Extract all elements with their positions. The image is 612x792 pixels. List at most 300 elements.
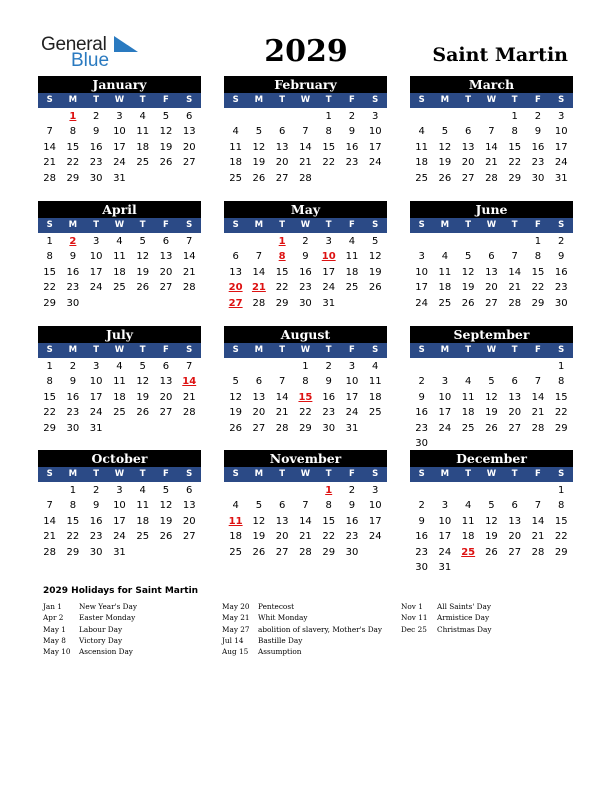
day: 13 bbox=[461, 141, 475, 153]
empty-day bbox=[247, 359, 270, 374]
day: 24 bbox=[113, 531, 126, 543]
day: 21 bbox=[182, 391, 196, 403]
day: 24 bbox=[554, 157, 568, 169]
week-row bbox=[410, 421, 573, 436]
day: 24 bbox=[89, 407, 103, 419]
day: 20 bbox=[508, 531, 522, 543]
weekday-label: T bbox=[511, 220, 518, 230]
holiday-day: 1 bbox=[69, 111, 77, 122]
day: 28 bbox=[299, 172, 312, 184]
day: 3 bbox=[116, 111, 123, 122]
day: 8 bbox=[325, 126, 332, 138]
empty-day bbox=[503, 483, 526, 498]
day: 28 bbox=[43, 546, 56, 558]
empty-day bbox=[294, 483, 317, 498]
holiday-date: May 1 bbox=[43, 624, 66, 634]
weekday-label: T bbox=[279, 95, 286, 105]
weekday-label: T bbox=[139, 95, 146, 105]
month-title: January bbox=[38, 76, 201, 93]
day: 21 bbox=[485, 157, 498, 169]
week-row bbox=[224, 171, 387, 186]
day: 30 bbox=[554, 297, 568, 309]
weekday-label: T bbox=[325, 345, 332, 355]
holiday-day: 2 bbox=[69, 236, 77, 247]
day: 4 bbox=[348, 236, 356, 247]
day: 19 bbox=[485, 407, 498, 419]
day: 15 bbox=[322, 515, 336, 527]
day: 26 bbox=[252, 172, 266, 184]
day: 25 bbox=[113, 282, 126, 294]
day: 19 bbox=[136, 266, 150, 278]
day: 8 bbox=[46, 376, 53, 388]
empty-day bbox=[526, 359, 549, 374]
holiday-name: abolition of slavery, Mother's Day bbox=[258, 624, 383, 634]
day: 6 bbox=[278, 126, 286, 138]
week-row bbox=[410, 234, 573, 249]
day: 30 bbox=[89, 546, 103, 558]
day: 3 bbox=[325, 236, 332, 247]
day: 29 bbox=[43, 422, 56, 434]
day: 4 bbox=[418, 126, 425, 138]
weekday-label: W bbox=[114, 220, 125, 230]
day: 13 bbox=[485, 266, 498, 278]
day: 26 bbox=[136, 407, 150, 419]
month-title: October bbox=[38, 450, 201, 467]
day: 9 bbox=[92, 126, 100, 138]
day: 2 bbox=[348, 485, 356, 496]
weekday-label: T bbox=[279, 345, 286, 355]
day: 11 bbox=[461, 391, 475, 403]
day: 23 bbox=[415, 422, 428, 434]
day: 24 bbox=[438, 546, 452, 558]
empty-day bbox=[364, 421, 387, 436]
day: 9 bbox=[418, 515, 425, 527]
month-title: June bbox=[410, 201, 573, 218]
day: 29 bbox=[43, 297, 56, 309]
day: 31 bbox=[554, 172, 568, 184]
weekday-label: S bbox=[186, 95, 193, 105]
day: 16 bbox=[554, 266, 568, 278]
day: 13 bbox=[508, 515, 522, 527]
empty-day bbox=[178, 545, 201, 560]
day: 7 bbox=[302, 126, 309, 138]
day: 21 bbox=[43, 531, 56, 543]
week-row bbox=[224, 140, 387, 155]
weekday-label: F bbox=[535, 469, 541, 479]
week-row bbox=[410, 390, 573, 405]
empty-day bbox=[131, 171, 154, 186]
day: 15 bbox=[275, 266, 289, 278]
holiday-row bbox=[222, 624, 382, 635]
day: 24 bbox=[89, 282, 103, 294]
day: 30 bbox=[531, 172, 545, 184]
day: 10 bbox=[438, 391, 452, 403]
day: 30 bbox=[66, 422, 80, 434]
weekday-label: W bbox=[486, 345, 497, 355]
month-title: July bbox=[38, 326, 201, 343]
week-row bbox=[410, 498, 573, 513]
holiday-column bbox=[43, 601, 137, 657]
day: 31 bbox=[438, 561, 452, 573]
day: 11 bbox=[136, 126, 150, 138]
holiday-day: 20 bbox=[228, 282, 243, 294]
day: 17 bbox=[113, 141, 126, 153]
day: 10 bbox=[368, 500, 382, 512]
empty-day bbox=[108, 421, 131, 436]
week-row bbox=[410, 545, 573, 560]
weekday-label: F bbox=[163, 469, 169, 479]
week-row bbox=[224, 483, 387, 498]
day: 7 bbox=[46, 126, 53, 138]
week-row bbox=[410, 405, 573, 420]
empty-day bbox=[480, 560, 503, 575]
weekday-label: M bbox=[254, 95, 264, 105]
day: 18 bbox=[461, 407, 475, 419]
day: 22 bbox=[322, 157, 336, 169]
weekday-label: W bbox=[114, 469, 125, 479]
day: 28 bbox=[531, 546, 545, 558]
day: 19 bbox=[159, 141, 173, 153]
day: 18 bbox=[113, 266, 126, 278]
week-row bbox=[38, 296, 201, 311]
day: 15 bbox=[66, 515, 80, 527]
empty-day bbox=[38, 109, 61, 124]
day: 17 bbox=[438, 531, 452, 543]
weekday-label: F bbox=[349, 469, 355, 479]
day: 17 bbox=[345, 391, 359, 403]
day: 25 bbox=[345, 282, 359, 294]
empty-day bbox=[503, 560, 526, 575]
holiday-date: Jul 14 bbox=[222, 635, 244, 645]
day: 3 bbox=[441, 376, 449, 388]
day: 29 bbox=[531, 297, 545, 309]
weekday-label: S bbox=[232, 220, 239, 230]
day: 4 bbox=[464, 500, 472, 512]
empty-day bbox=[271, 359, 294, 374]
day: 22 bbox=[508, 157, 522, 169]
empty-day bbox=[108, 296, 131, 311]
day: 8 bbox=[558, 376, 565, 388]
day: 30 bbox=[89, 172, 103, 184]
holiday-row bbox=[43, 601, 137, 612]
week-row bbox=[224, 405, 387, 420]
holiday-name: Labour Day bbox=[79, 624, 123, 634]
weekday-label: S bbox=[186, 469, 193, 479]
week-row bbox=[410, 483, 573, 498]
day: 29 bbox=[554, 422, 568, 434]
month-september bbox=[410, 326, 573, 451]
day: 27 bbox=[275, 546, 289, 558]
day: 6 bbox=[232, 251, 239, 263]
day: 8 bbox=[69, 500, 77, 512]
month-january bbox=[38, 76, 201, 186]
empty-day bbox=[247, 483, 270, 498]
holiday-date: May 21 bbox=[222, 613, 250, 623]
day: 18 bbox=[136, 141, 150, 153]
holiday-day: 8 bbox=[278, 251, 286, 263]
day: 14 bbox=[299, 141, 312, 153]
empty-day bbox=[433, 234, 456, 249]
weekday-header bbox=[410, 93, 573, 108]
week-row bbox=[224, 280, 387, 295]
day: 16 bbox=[66, 391, 80, 403]
day: 1 bbox=[46, 361, 53, 372]
weekday-label: F bbox=[535, 345, 541, 355]
day: 22 bbox=[43, 282, 56, 294]
holiday-row bbox=[222, 612, 382, 623]
day: 12 bbox=[159, 126, 173, 138]
day: 1 bbox=[302, 361, 309, 372]
weekday-label: W bbox=[114, 95, 125, 105]
weekday-label: S bbox=[418, 220, 425, 230]
weekday-label: S bbox=[232, 345, 239, 355]
day: 22 bbox=[275, 282, 289, 294]
weekday-header bbox=[224, 93, 387, 108]
day: 12 bbox=[461, 266, 475, 278]
weekday-label: S bbox=[558, 345, 565, 355]
weekday-label: S bbox=[186, 345, 193, 355]
day: 7 bbox=[46, 500, 53, 512]
weekday-header bbox=[224, 467, 387, 482]
day: 17 bbox=[113, 515, 126, 527]
day: 1 bbox=[46, 236, 53, 247]
day: 23 bbox=[322, 407, 336, 419]
week-row bbox=[38, 374, 201, 389]
day: 13 bbox=[182, 500, 196, 512]
day: 6 bbox=[186, 485, 193, 496]
day: 14 bbox=[531, 515, 545, 527]
empty-day bbox=[271, 109, 294, 124]
day: 4 bbox=[116, 236, 123, 247]
holiday-day: 21 bbox=[251, 282, 266, 294]
day: 22 bbox=[66, 157, 80, 169]
day: 11 bbox=[229, 141, 242, 153]
day: 4 bbox=[372, 361, 379, 372]
day: 10 bbox=[438, 515, 452, 527]
day: 17 bbox=[89, 391, 103, 403]
day: 18 bbox=[113, 391, 126, 403]
empty-day bbox=[224, 483, 247, 498]
day: 2 bbox=[348, 111, 356, 122]
day: 12 bbox=[159, 500, 173, 512]
weekday-header bbox=[224, 343, 387, 358]
week-row bbox=[224, 390, 387, 405]
weekday-label: T bbox=[325, 220, 332, 230]
day: 21 bbox=[531, 531, 545, 543]
day: 6 bbox=[278, 500, 286, 512]
page-title: 2029 bbox=[264, 34, 348, 69]
day: 22 bbox=[531, 282, 545, 294]
day: 19 bbox=[136, 391, 150, 403]
day: 17 bbox=[554, 141, 568, 153]
day: 6 bbox=[255, 376, 263, 388]
day: 28 bbox=[43, 172, 56, 184]
day: 29 bbox=[66, 546, 80, 558]
holiday-day: 1 bbox=[278, 236, 286, 247]
day: 1 bbox=[69, 485, 77, 496]
weekday-header bbox=[38, 467, 201, 482]
day: 5 bbox=[139, 236, 146, 247]
weekday-header bbox=[38, 93, 201, 108]
week-row bbox=[410, 296, 573, 311]
day: 25 bbox=[368, 407, 382, 419]
empty-day bbox=[457, 359, 480, 374]
weekday-label: W bbox=[300, 220, 311, 230]
day: 11 bbox=[113, 376, 126, 388]
day: 14 bbox=[43, 141, 56, 153]
day: 7 bbox=[302, 500, 309, 512]
day: 15 bbox=[322, 141, 336, 153]
day: 25 bbox=[229, 172, 242, 184]
day: 16 bbox=[415, 407, 428, 419]
holiday-day: 25 bbox=[461, 546, 476, 558]
day: 6 bbox=[186, 111, 193, 122]
week-row bbox=[38, 171, 201, 186]
day: 15 bbox=[554, 391, 568, 403]
empty-day bbox=[526, 560, 549, 575]
day: 11 bbox=[345, 251, 359, 263]
day: 1 bbox=[558, 485, 565, 496]
holiday-name: Assumption bbox=[258, 647, 302, 657]
holiday-date: Jan 1 bbox=[43, 602, 62, 611]
day: 27 bbox=[485, 297, 498, 309]
day: 4 bbox=[139, 111, 146, 122]
empty-day bbox=[364, 545, 387, 560]
holiday-column bbox=[401, 601, 491, 635]
holiday-name: Bastille Day bbox=[258, 635, 303, 645]
day: 25 bbox=[461, 422, 475, 434]
day: 13 bbox=[159, 376, 173, 388]
holiday-day: 15 bbox=[298, 391, 313, 403]
week-row bbox=[224, 421, 387, 436]
weekday-label: F bbox=[163, 220, 169, 230]
empty-day bbox=[131, 421, 154, 436]
week-row bbox=[38, 498, 201, 513]
day: 12 bbox=[438, 141, 452, 153]
day: 26 bbox=[159, 157, 173, 169]
weekday-label: M bbox=[440, 220, 450, 230]
holiday-name: All Saints' Day bbox=[437, 602, 491, 611]
day: 19 bbox=[252, 531, 266, 543]
week-row bbox=[224, 155, 387, 170]
day: 20 bbox=[275, 531, 289, 543]
weekday-label: F bbox=[535, 95, 541, 105]
day: 9 bbox=[69, 376, 77, 388]
day: 7 bbox=[534, 500, 542, 512]
holiday-date: May 20 bbox=[222, 602, 250, 611]
holiday-row bbox=[222, 646, 382, 657]
day: 20 bbox=[159, 391, 173, 403]
empty-day bbox=[457, 109, 480, 124]
day: 8 bbox=[46, 251, 53, 263]
day: 21 bbox=[508, 282, 522, 294]
day: 3 bbox=[441, 500, 449, 512]
day: 11 bbox=[438, 266, 452, 278]
day: 28 bbox=[531, 422, 545, 434]
day: 22 bbox=[66, 531, 80, 543]
day: 24 bbox=[415, 297, 428, 309]
holiday-date: May 10 bbox=[43, 647, 71, 657]
day: 30 bbox=[66, 297, 80, 309]
weekday-label: W bbox=[300, 95, 311, 105]
weekday-label: T bbox=[93, 220, 100, 230]
day: 6 bbox=[162, 361, 170, 372]
week-row bbox=[410, 249, 573, 264]
holiday-row bbox=[43, 635, 137, 646]
day: 4 bbox=[441, 251, 449, 263]
day: 13 bbox=[182, 126, 196, 138]
day: 12 bbox=[229, 391, 242, 403]
day: 7 bbox=[534, 376, 542, 388]
day: 11 bbox=[113, 251, 126, 263]
day: 20 bbox=[275, 157, 289, 169]
week-row bbox=[224, 249, 387, 264]
day: 2 bbox=[558, 236, 565, 247]
week-row bbox=[410, 140, 573, 155]
week-row bbox=[410, 359, 573, 374]
empty-day bbox=[85, 296, 108, 311]
week-row bbox=[224, 359, 387, 374]
holiday-name: Easter Monday bbox=[79, 613, 136, 623]
day: 25 bbox=[136, 531, 150, 543]
weekday-header bbox=[38, 218, 201, 233]
weekday-label: S bbox=[232, 469, 239, 479]
day: 19 bbox=[368, 266, 382, 278]
weekday-label: S bbox=[372, 345, 379, 355]
day: 26 bbox=[229, 422, 242, 434]
weekday-header bbox=[224, 218, 387, 233]
month-december bbox=[410, 450, 573, 575]
week-row bbox=[224, 124, 387, 139]
day: 14 bbox=[43, 515, 56, 527]
day: 21 bbox=[299, 531, 312, 543]
day: 2 bbox=[325, 361, 332, 372]
day: 9 bbox=[69, 251, 77, 263]
empty-day bbox=[224, 109, 247, 124]
day: 17 bbox=[368, 515, 382, 527]
day: 26 bbox=[485, 422, 498, 434]
day: 29 bbox=[299, 422, 312, 434]
weekday-label: S bbox=[558, 95, 565, 105]
day: 13 bbox=[275, 515, 289, 527]
day: 29 bbox=[508, 172, 522, 184]
day: 26 bbox=[252, 546, 266, 558]
day: 19 bbox=[229, 407, 242, 419]
empty-day bbox=[38, 483, 61, 498]
month-title: May bbox=[224, 201, 387, 218]
holiday-day: 10 bbox=[321, 251, 336, 263]
week-row bbox=[38, 405, 201, 420]
day: 27 bbox=[182, 157, 196, 169]
day: 27 bbox=[275, 172, 289, 184]
day: 25 bbox=[229, 546, 242, 558]
day: 26 bbox=[485, 546, 498, 558]
day: 31 bbox=[322, 297, 336, 309]
day: 6 bbox=[511, 376, 518, 388]
holiday-name: Christmas Day bbox=[437, 624, 492, 634]
empty-day bbox=[433, 483, 456, 498]
weekday-label: M bbox=[254, 345, 264, 355]
day: 19 bbox=[252, 157, 266, 169]
holiday-day: 11 bbox=[228, 515, 243, 527]
weekday-label: T bbox=[279, 220, 286, 230]
month-june bbox=[410, 201, 573, 311]
day: 16 bbox=[345, 515, 359, 527]
month-october bbox=[38, 450, 201, 560]
day: 11 bbox=[368, 376, 382, 388]
week-row bbox=[38, 280, 201, 295]
holiday-name: Whit Monday bbox=[258, 613, 308, 623]
